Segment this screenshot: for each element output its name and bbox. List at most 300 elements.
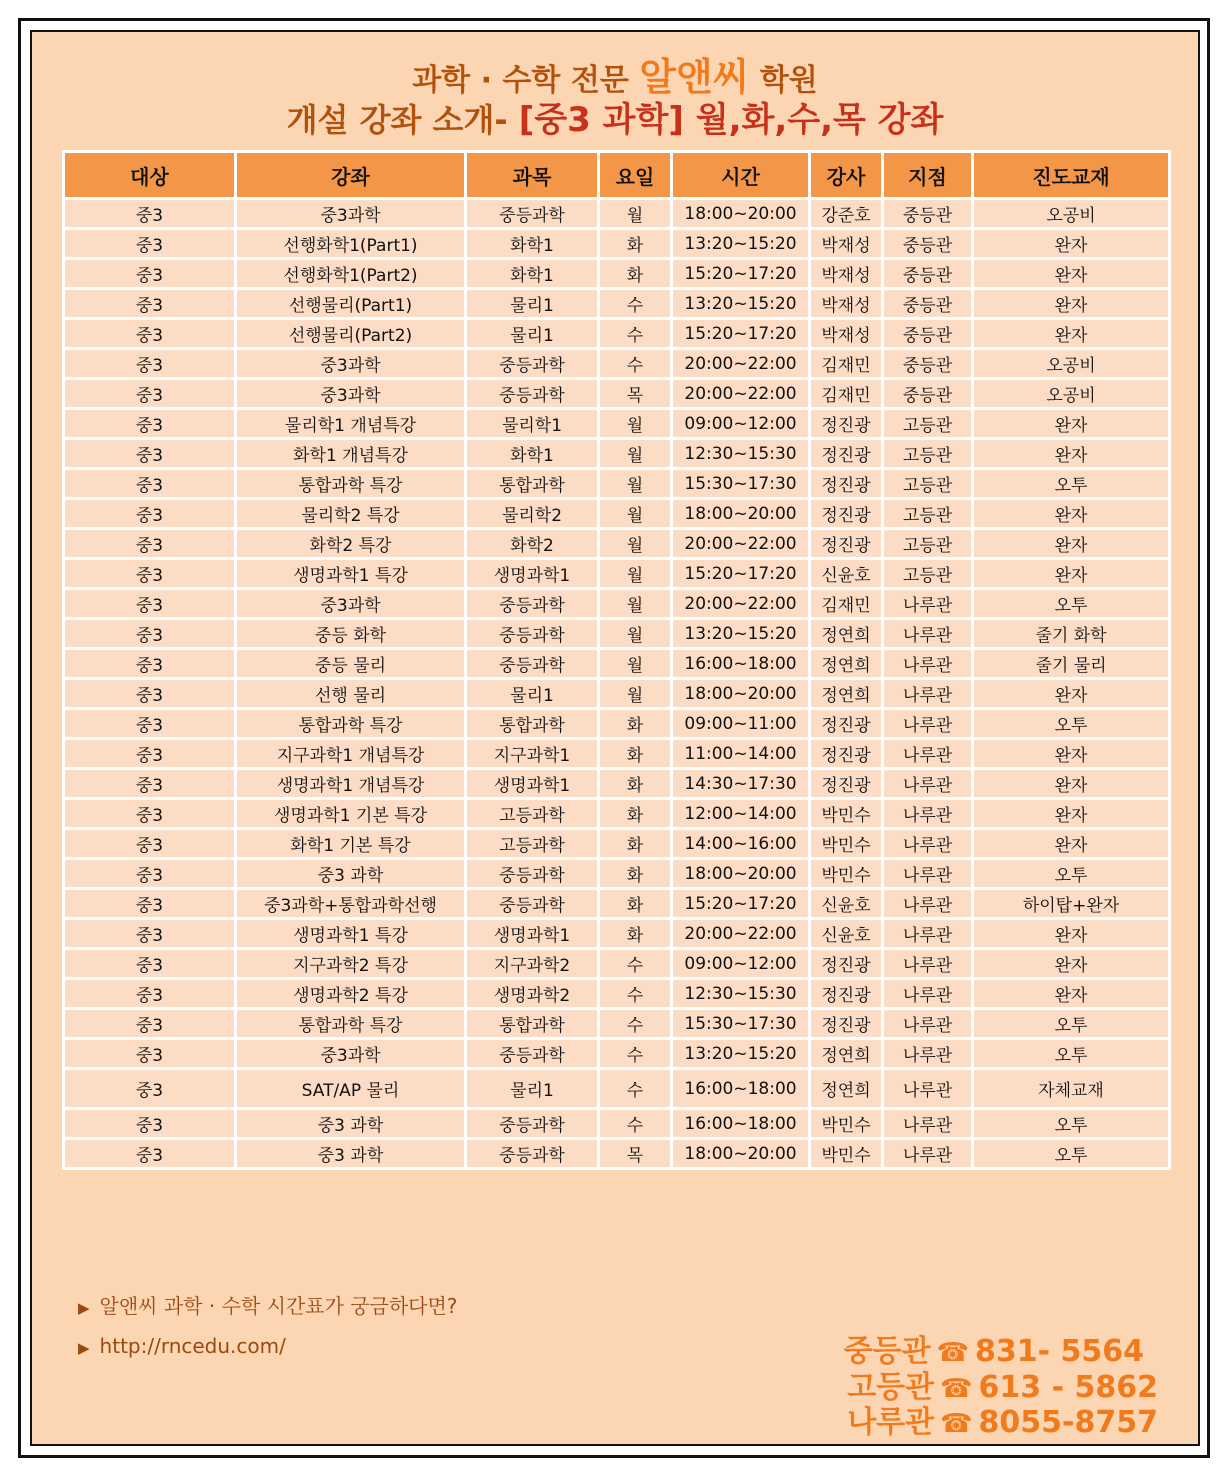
cell-textbook: 오투 — [973, 1009, 1170, 1039]
table-row — [64, 829, 1170, 859]
phone-number: 613 - 5862 — [978, 1370, 1158, 1405]
cell-teacher: 정진광 — [810, 709, 883, 739]
cell-time: 15:20~17:20 — [672, 259, 810, 289]
cell-textbook: 줄기 물리 — [973, 649, 1170, 679]
cell-branch: 고등관 — [883, 559, 973, 589]
cell-branch: 중등관 — [883, 289, 973, 319]
cell-day: 월 — [599, 199, 672, 229]
cell-branch: 나루관 — [883, 1039, 973, 1069]
subtitle-prefix: 개설 강좌 소개- — [286, 101, 508, 139]
cell-teacher: 김재민 — [810, 379, 883, 409]
cell-day: 화 — [599, 919, 672, 949]
cell-course: 통합과학 특강 — [236, 1009, 466, 1039]
cell-time: 18:00~20:00 — [672, 499, 810, 529]
cell-target: 중3 — [64, 1109, 236, 1139]
table-row — [64, 1039, 1170, 1069]
cell-course: 중등 물리 — [236, 649, 466, 679]
cell-textbook: 완자 — [973, 739, 1170, 769]
cell-textbook: 오투 — [973, 709, 1170, 739]
cell-branch: 나루관 — [883, 1069, 973, 1109]
table-row — [64, 619, 1170, 649]
cell-target: 중3 — [64, 589, 236, 619]
cell-target: 중3 — [64, 349, 236, 379]
cell-time: 09:00~12:00 — [672, 949, 810, 979]
cell-target: 중3 — [64, 1139, 236, 1169]
cell-target: 중3 — [64, 199, 236, 229]
cell-time: 12:30~15:30 — [672, 979, 810, 1009]
schedule-body — [64, 199, 1170, 1169]
cell-time: 13:20~15:20 — [672, 619, 810, 649]
cell-time: 18:00~20:00 — [672, 679, 810, 709]
telephone-icon: ☎ — [940, 1374, 973, 1404]
cell-branch: 나루관 — [883, 889, 973, 919]
cell-course: 생명과학2 특강 — [236, 979, 466, 1009]
cell-day: 월 — [599, 439, 672, 469]
table-row — [64, 499, 1170, 529]
title-line-2 — [0, 92, 1230, 141]
cell-day: 수 — [599, 1069, 672, 1109]
cell-day: 화 — [599, 229, 672, 259]
cell-teacher: 정연희 — [810, 1069, 883, 1109]
cell-target: 중3 — [64, 829, 236, 859]
cell-subject: 물리학1 — [466, 409, 599, 439]
cell-day: 화 — [599, 889, 672, 919]
header-target: 대상 — [64, 152, 236, 199]
cell-subject: 물리1 — [466, 679, 599, 709]
cell-teacher: 정진광 — [810, 949, 883, 979]
cell-course: 중등 화학 — [236, 619, 466, 649]
cell-course: 중3과학+통합과학선행 — [236, 889, 466, 919]
table-row — [64, 739, 1170, 769]
cell-course: 중3과학 — [236, 379, 466, 409]
table-row — [64, 1109, 1170, 1139]
table-row — [64, 589, 1170, 619]
table-row — [64, 649, 1170, 679]
cell-subject: 화학1 — [466, 259, 599, 289]
cell-time: 20:00~22:00 — [672, 529, 810, 559]
cell-target: 중3 — [64, 889, 236, 919]
cell-time: 18:00~20:00 — [672, 859, 810, 889]
cell-time: 20:00~22:00 — [672, 919, 810, 949]
cell-course: 중3과학 — [236, 589, 466, 619]
table-row — [64, 799, 1170, 829]
cell-branch: 나루관 — [883, 1009, 973, 1039]
cell-course: 통합과학 특강 — [236, 709, 466, 739]
cell-branch: 나루관 — [883, 859, 973, 889]
schedule-table — [62, 150, 1171, 1170]
cell-teacher: 정연희 — [810, 679, 883, 709]
cell-branch: 중등관 — [883, 349, 973, 379]
cell-time: 13:20~15:20 — [672, 1039, 810, 1069]
header-day: 요일 — [599, 152, 672, 199]
table-row — [64, 469, 1170, 499]
cell-course: 생명과학1 특강 — [236, 919, 466, 949]
cell-day: 화 — [599, 799, 672, 829]
cell-teacher: 정연희 — [810, 649, 883, 679]
cell-time: 15:20~17:20 — [672, 889, 810, 919]
cell-subject: 화학1 — [466, 439, 599, 469]
cell-target: 중3 — [64, 619, 236, 649]
cell-teacher: 정진광 — [810, 499, 883, 529]
cell-teacher: 박민수 — [810, 859, 883, 889]
table-row — [64, 259, 1170, 289]
cell-teacher: 정진광 — [810, 439, 883, 469]
cell-subject: 통합과학 — [466, 709, 599, 739]
cell-course: 중3과학 — [236, 349, 466, 379]
cell-day: 목 — [599, 379, 672, 409]
cell-teacher: 박재성 — [810, 289, 883, 319]
cell-time: 18:00~20:00 — [672, 1139, 810, 1169]
cell-subject: 중등과학 — [466, 619, 599, 649]
cell-time: 09:00~11:00 — [672, 709, 810, 739]
brand-name: 알앤씨 — [639, 55, 750, 99]
cell-textbook: 완자 — [973, 259, 1170, 289]
cell-day: 월 — [599, 529, 672, 559]
cell-time: 14:00~16:00 — [672, 829, 810, 859]
title-suffix: 학원 — [759, 63, 818, 98]
cell-teacher: 정진광 — [810, 529, 883, 559]
cell-branch: 나루관 — [883, 919, 973, 949]
cell-subject: 중등과학 — [466, 1109, 599, 1139]
cell-textbook: 완자 — [973, 949, 1170, 979]
branch-name: 고등관 — [847, 1370, 935, 1405]
branch-name: 중등관 — [843, 1334, 931, 1369]
footer-question-text: 알앤씨 과학 · 수학 시간표가 궁금하다면? — [99, 1294, 458, 1318]
cell-textbook: 오투 — [973, 1139, 1170, 1169]
cell-course: 중3 과학 — [236, 1109, 466, 1139]
header-branch: 지점 — [883, 152, 973, 199]
cell-subject: 생명과학1 — [466, 919, 599, 949]
cell-subject: 통합과학 — [466, 469, 599, 499]
cell-textbook: 하이탑+완자 — [973, 889, 1170, 919]
cell-branch: 나루관 — [883, 829, 973, 859]
cell-target: 중3 — [64, 289, 236, 319]
table-row — [64, 919, 1170, 949]
cell-course: 중3과학 — [236, 1039, 466, 1069]
header-course: 강좌 — [236, 152, 466, 199]
cell-time: 16:00~18:00 — [672, 1109, 810, 1139]
cell-textbook: 오투 — [973, 1109, 1170, 1139]
cell-time: 16:00~18:00 — [672, 649, 810, 679]
cell-time: 16:00~18:00 — [672, 1069, 810, 1109]
cell-subject: 물리1 — [466, 319, 599, 349]
table-row — [64, 349, 1170, 379]
cell-day: 목 — [599, 1139, 672, 1169]
cell-target: 중3 — [64, 529, 236, 559]
cell-textbook: 오공비 — [973, 199, 1170, 229]
table-row — [64, 529, 1170, 559]
table-row — [64, 199, 1170, 229]
cell-day: 화 — [599, 859, 672, 889]
phone-number: 831- 5564 — [974, 1334, 1144, 1369]
cell-target: 중3 — [64, 1069, 236, 1109]
cell-course: 생명과학1 기본 특강 — [236, 799, 466, 829]
cell-subject: 고등과학 — [466, 829, 599, 859]
cell-target: 중3 — [64, 949, 236, 979]
cell-textbook: 완자 — [973, 439, 1170, 469]
cell-branch: 나루관 — [883, 769, 973, 799]
cell-day: 화 — [599, 709, 672, 739]
cell-branch: 나루관 — [883, 679, 973, 709]
cell-course: 선행화학1(Part1) — [236, 229, 466, 259]
phone-number: 8055-8757 — [978, 1405, 1158, 1440]
cell-subject: 중등과학 — [466, 859, 599, 889]
cell-time: 12:00~14:00 — [672, 799, 810, 829]
cell-teacher: 박재성 — [810, 229, 883, 259]
table-row — [64, 859, 1170, 889]
cell-time: 15:20~17:20 — [672, 319, 810, 349]
table-row — [64, 379, 1170, 409]
cell-branch: 나루관 — [883, 799, 973, 829]
cell-branch: 나루관 — [883, 739, 973, 769]
cell-subject: 중등과학 — [466, 649, 599, 679]
cell-time: 20:00~22:00 — [672, 589, 810, 619]
website-link[interactable]: http://rncedu.com/ — [99, 1334, 286, 1358]
cell-day: 수 — [599, 319, 672, 349]
table-row — [64, 229, 1170, 259]
cell-textbook: 오투 — [973, 589, 1170, 619]
cell-course: 선행 물리 — [236, 679, 466, 709]
cell-textbook: 완자 — [973, 799, 1170, 829]
cell-subject: 물리1 — [466, 1069, 599, 1109]
cell-teacher: 신윤호 — [810, 559, 883, 589]
cell-course: 지구과학2 특강 — [236, 949, 466, 979]
cell-target: 중3 — [64, 1009, 236, 1039]
cell-textbook: 완자 — [973, 979, 1170, 1009]
cell-time: 15:30~17:30 — [672, 1009, 810, 1039]
cell-course: 중3 과학 — [236, 1139, 466, 1169]
table-header-row — [64, 152, 1170, 199]
cell-branch: 중등관 — [883, 319, 973, 349]
cell-branch: 나루관 — [883, 979, 973, 1009]
cell-branch: 중등관 — [883, 259, 973, 289]
cell-branch: 나루관 — [883, 1109, 973, 1139]
cell-target: 중3 — [64, 409, 236, 439]
cell-day: 월 — [599, 559, 672, 589]
cell-target: 중3 — [64, 799, 236, 829]
cell-day: 월 — [599, 679, 672, 709]
cell-branch: 고등관 — [883, 409, 973, 439]
cell-subject: 화학2 — [466, 529, 599, 559]
cell-textbook: 오공비 — [973, 349, 1170, 379]
cell-teacher: 박민수 — [810, 799, 883, 829]
table-row — [64, 439, 1170, 469]
cell-subject: 지구과학1 — [466, 739, 599, 769]
footer-question — [78, 1290, 457, 1319]
cell-textbook: 완자 — [973, 559, 1170, 589]
cell-textbook: 완자 — [973, 529, 1170, 559]
cell-textbook: 완자 — [973, 919, 1170, 949]
cell-subject: 생명과학1 — [466, 769, 599, 799]
cell-branch: 중등관 — [883, 379, 973, 409]
cell-time: 15:30~17:30 — [672, 469, 810, 499]
cell-subject: 중등과학 — [466, 349, 599, 379]
cell-branch: 나루관 — [883, 949, 973, 979]
cell-course: 중3 과학 — [236, 859, 466, 889]
cell-teacher: 정연희 — [810, 1039, 883, 1069]
table-row — [64, 949, 1170, 979]
cell-day: 수 — [599, 1039, 672, 1069]
cell-course: 물리학2 특강 — [236, 499, 466, 529]
cell-target: 중3 — [64, 439, 236, 469]
cell-course: 생명과학1 특강 — [236, 559, 466, 589]
cell-teacher: 정연희 — [810, 619, 883, 649]
cell-teacher: 정진광 — [810, 1009, 883, 1039]
cell-target: 중3 — [64, 679, 236, 709]
cell-course: 물리학1 개념특강 — [236, 409, 466, 439]
cell-branch: 고등관 — [883, 439, 973, 469]
cell-branch: 고등관 — [883, 529, 973, 559]
cell-day: 월 — [599, 589, 672, 619]
cell-teacher: 박민수 — [810, 829, 883, 859]
cell-time: 20:00~22:00 — [672, 379, 810, 409]
cell-day: 월 — [599, 499, 672, 529]
cell-teacher: 정진광 — [810, 769, 883, 799]
cell-teacher: 정진광 — [810, 409, 883, 439]
cell-teacher: 박민수 — [810, 1139, 883, 1169]
cell-teacher: 박재성 — [810, 319, 883, 349]
cell-subject: 중등과학 — [466, 889, 599, 919]
cell-day: 월 — [599, 649, 672, 679]
cell-branch: 나루관 — [883, 709, 973, 739]
cell-teacher: 정진광 — [810, 469, 883, 499]
cell-subject: 화학1 — [466, 229, 599, 259]
table-row — [64, 1139, 1170, 1169]
cell-day: 화 — [599, 259, 672, 289]
cell-branch: 나루관 — [883, 649, 973, 679]
telephone-icon: ☎ — [940, 1409, 973, 1439]
cell-textbook: 자체교재 — [973, 1069, 1170, 1109]
table-row — [64, 889, 1170, 919]
cell-subject: 생명과학2 — [466, 979, 599, 1009]
cell-subject: 중등과학 — [466, 379, 599, 409]
cell-target: 중3 — [64, 739, 236, 769]
cell-time: 11:00~14:00 — [672, 739, 810, 769]
cell-branch: 고등관 — [883, 469, 973, 499]
cell-day: 수 — [599, 349, 672, 379]
footer-link[interactable] — [78, 1334, 286, 1358]
header-teacher: 강사 — [810, 152, 883, 199]
cell-target: 중3 — [64, 499, 236, 529]
cell-textbook: 오공비 — [973, 379, 1170, 409]
cell-branch: 중등관 — [883, 199, 973, 229]
cell-subject: 고등과학 — [466, 799, 599, 829]
cell-textbook: 완자 — [973, 499, 1170, 529]
cell-day: 월 — [599, 409, 672, 439]
cell-textbook: 완자 — [973, 409, 1170, 439]
cell-time: 14:30~17:30 — [672, 769, 810, 799]
cell-branch: 중등관 — [883, 229, 973, 259]
cell-textbook: 오투 — [973, 469, 1170, 499]
cell-teacher: 김재민 — [810, 349, 883, 379]
cell-subject: 중등과학 — [466, 589, 599, 619]
cell-course: SAT/AP 물리 — [236, 1069, 466, 1109]
cell-day: 수 — [599, 949, 672, 979]
table-row — [64, 1009, 1170, 1039]
cell-textbook: 오투 — [973, 859, 1170, 889]
subtitle-highlight: [중3 과학] 월,화,수,목 강좌 — [518, 100, 944, 140]
title-prefix: 과학 · 수학 전문 — [412, 63, 629, 98]
cell-target: 중3 — [64, 379, 236, 409]
cell-target: 중3 — [64, 469, 236, 499]
cell-textbook: 완자 — [973, 829, 1170, 859]
cell-day: 화 — [599, 829, 672, 859]
cell-course: 통합과학 특강 — [236, 469, 466, 499]
table-row — [64, 559, 1170, 589]
cell-course: 지구과학1 개념특강 — [236, 739, 466, 769]
cell-teacher: 강준호 — [810, 199, 883, 229]
table-row — [64, 319, 1170, 349]
cell-subject: 지구과학2 — [466, 949, 599, 979]
cell-subject: 중등과학 — [466, 1139, 599, 1169]
table-row — [64, 709, 1170, 739]
table-row — [64, 1069, 1170, 1109]
cell-teacher: 신윤호 — [810, 889, 883, 919]
table-row — [64, 769, 1170, 799]
cell-day: 수 — [599, 1009, 672, 1039]
cell-day: 월 — [599, 469, 672, 499]
cell-subject: 중등과학 — [466, 1039, 599, 1069]
contact-naru-branch — [847, 1397, 1158, 1441]
triangle-right-icon: ▶ — [78, 1299, 90, 1317]
cell-time: 18:00~20:00 — [672, 199, 810, 229]
cell-day: 수 — [599, 289, 672, 319]
cell-time: 09:00~12:00 — [672, 409, 810, 439]
cell-target: 중3 — [64, 769, 236, 799]
cell-subject: 통합과학 — [466, 1009, 599, 1039]
cell-teacher: 신윤호 — [810, 919, 883, 949]
cell-teacher: 박민수 — [810, 1109, 883, 1139]
cell-subject: 물리학2 — [466, 499, 599, 529]
cell-time: 20:00~22:00 — [672, 349, 810, 379]
cell-teacher: 김재민 — [810, 589, 883, 619]
cell-target: 중3 — [64, 559, 236, 589]
cell-textbook: 오투 — [973, 1039, 1170, 1069]
branch-name: 나루관 — [847, 1405, 935, 1440]
cell-subject: 물리1 — [466, 289, 599, 319]
cell-day: 월 — [599, 619, 672, 649]
cell-textbook: 완자 — [973, 769, 1170, 799]
cell-textbook: 완자 — [973, 679, 1170, 709]
table-row — [64, 979, 1170, 1009]
cell-time: 12:30~15:30 — [672, 439, 810, 469]
cell-time: 13:20~15:20 — [672, 289, 810, 319]
cell-course: 화학1 개념특강 — [236, 439, 466, 469]
cell-branch: 고등관 — [883, 499, 973, 529]
cell-time: 15:20~17:20 — [672, 559, 810, 589]
cell-target: 중3 — [64, 1039, 236, 1069]
cell-target: 중3 — [64, 229, 236, 259]
cell-subject: 중등과학 — [466, 199, 599, 229]
cell-target: 중3 — [64, 709, 236, 739]
cell-course: 선행화학1(Part2) — [236, 259, 466, 289]
cell-target: 중3 — [64, 319, 236, 349]
cell-course: 중3과학 — [236, 199, 466, 229]
cell-textbook: 줄기 화학 — [973, 619, 1170, 649]
cell-day: 수 — [599, 1109, 672, 1139]
cell-branch: 나루관 — [883, 619, 973, 649]
cell-time: 13:20~15:20 — [672, 229, 810, 259]
cell-target: 중3 — [64, 259, 236, 289]
cell-day: 화 — [599, 769, 672, 799]
telephone-icon: ☎ — [936, 1338, 969, 1368]
cell-target: 중3 — [64, 649, 236, 679]
cell-textbook: 완자 — [973, 229, 1170, 259]
cell-target: 중3 — [64, 919, 236, 949]
cell-course: 선행물리(Part1) — [236, 289, 466, 319]
cell-day: 화 — [599, 739, 672, 769]
triangle-right-icon: ▶ — [78, 1339, 90, 1357]
